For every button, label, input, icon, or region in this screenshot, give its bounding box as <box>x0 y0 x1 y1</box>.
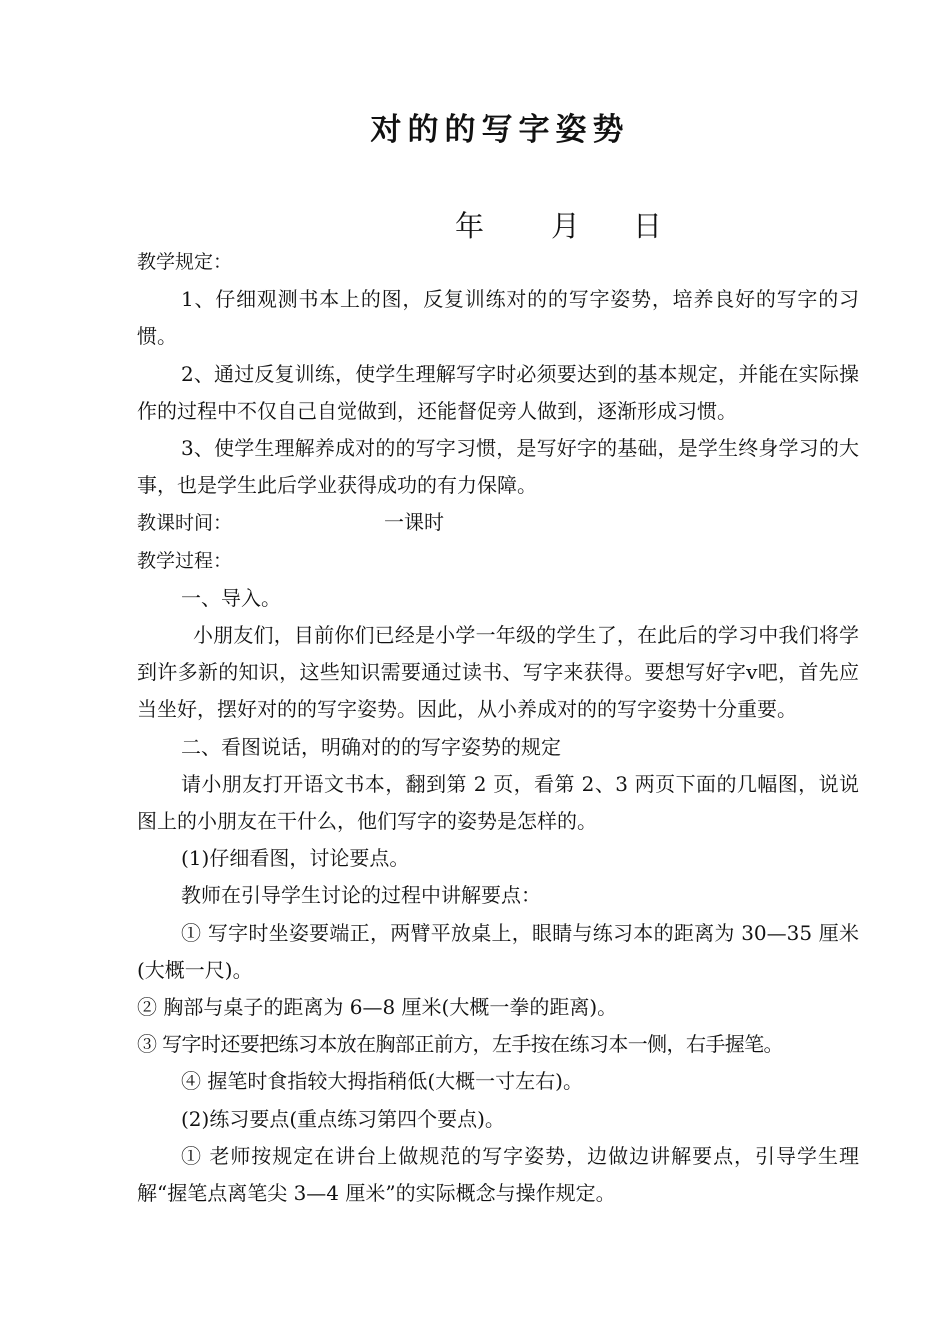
step-2-text: 请小朋友打开语文书本，翻到第 2 页，看第 2、3 两页下面的几幅图，说说图上的小朋友在干什么，他们写字的姿势是怎样的。 <box>137 771 859 834</box>
date-day: 日 <box>633 209 663 243</box>
requirement-item-3: 3、使学生理解养成对的的写字习惯，是写好字的基础，是学生终身学习的大事，也是学生此后学业获得成功的有力保障。 <box>137 436 859 498</box>
requirement-item-2: 2、通过反复训练，使学生理解写字时必须要达到的基本规定，并能在实际操作的过程中不仅自己自觉做到，还能督促旁人做到，逐渐形成习惯。 <box>137 361 859 423</box>
sub-step-2: (2)练习要点(重点练习第四个要点)。 <box>181 1106 505 1131</box>
sub-step-1: (1)仔细看图，讨论要点。 <box>181 846 410 871</box>
class-time-label: 教课时间： <box>137 512 233 535</box>
step-2-heading: 二、看图说话，明确对的的写字姿势的规定 <box>181 734 561 759</box>
step-1-heading: 一、导入。 <box>181 585 281 610</box>
class-time-value: 一课时 <box>384 510 445 535</box>
sub-step-1-intro: 教师在引导学生讨论的过程中讲解要点： <box>181 883 541 908</box>
date-year: 年 <box>455 209 485 243</box>
sub-step-2-point-1: ① 老师按规定在讲台上做规范的写字姿势，边做边讲解要点，引导学生理解“握笔点离笔尖 3—4 厘米”的实际概念与操作规定。 <box>137 1143 859 1206</box>
date-line <box>455 204 662 245</box>
date-month: 月 <box>551 209 581 243</box>
document-body <box>137 244 859 1212</box>
process-heading: 教学过程： <box>137 549 233 572</box>
class-time-row <box>137 504 859 542</box>
requirements-heading: 教学规定： <box>137 251 233 273</box>
requirement-item-1: 1、仔细观测书本上的图，反复训练对的的写字姿势，培养良好的写字的习惯。 <box>137 287 859 349</box>
point-2: ② 胸部与桌子的距离为 6—8 厘米(大概一拳的距离)。 <box>137 995 618 1020</box>
step-1-text: 小朋友们，目前你们已经是小学一年级的学生了，在此后的学习中我们将学到许多新的知识，这些知识需要通过读书、写字来获得。要想写好字ⅴ吧，首先应当坐好，摆好对的的写字姿势。因此，从小养成对的的写字姿势十分重要。 <box>137 623 859 722</box>
point-4: ④ 握笔时食指较大拇指稍低(大概一寸左右)。 <box>181 1069 583 1094</box>
document-title: 对的的写字姿势 <box>370 112 630 148</box>
point-1: ① 写字时坐姿要端正，两臂平放桌上，眼睛与练习本的距离为 30—35 厘米(大概一尺)。 <box>137 920 859 982</box>
point-3: ③ 写字时还要把练习本放在胸部正前方，左手按在练习本一侧，右手握笔。 <box>137 1032 783 1057</box>
